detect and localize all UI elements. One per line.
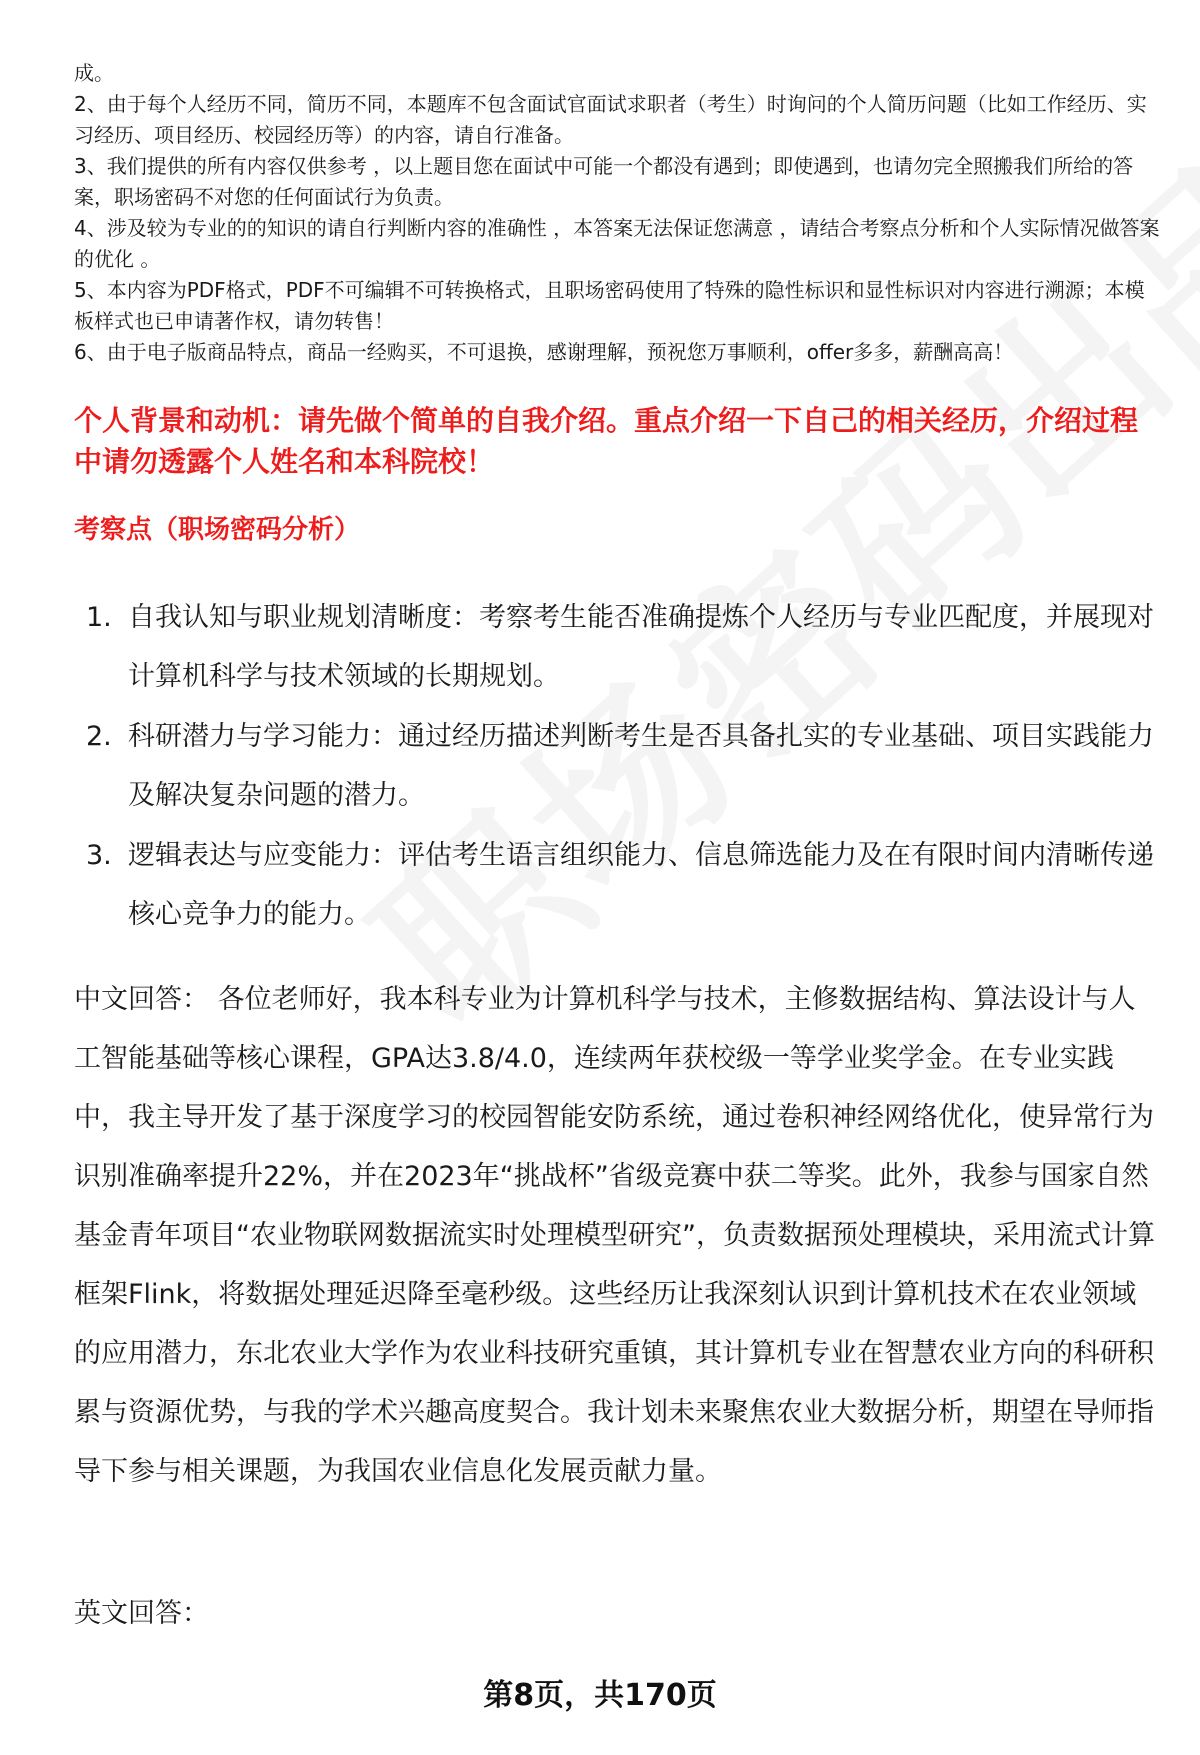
notice-item: 成。: [74, 61, 114, 85]
notice-item: 5、本内容为PDF格式，PDF不可编辑不可转换格式，且职场密码使用了特殊的隐性标识和显性标识对内容进行溯源；本模板样式也已申请著作权，请勿转售！: [74, 278, 1145, 333]
chinese-answer: 中文回答： 各位老师好，我本科专业为计算机科学与技术，主修数据结构、算法设计与人工智能基础等核心课程，GPA达3.8/4.0，连续两年获校级一等学业奖学金。在专业实践中，我主导开发了基于深度学习的校园智能安防系统，通过卷积神经网络优化，使异常行为识别准确率提升22%，并在2023年“挑战杯”省级竞赛中获二等奖。此外，我参与国家自然基金青年项目“农业物联网数据流实时处理模型研究”，负责数据预处理模块，采用流式计算框架Flink，将数据处理延迟降至毫秒级。这些经历让我深刻认识到计算机技术在农业领域的应用潜力，东北农业大学作为农业科技研究重镇，其计算机专业在智慧农业方向的科研积累与资源优势，与我的学术兴趣高度契合。我计划未来聚焦农业大数据分析，期望在导师指导下参与相关课题，为我国农业信息化发展贡献力量。: [74, 984, 1155, 1487]
list-number: 3.: [86, 840, 112, 871]
assessment-points: [86, 588, 1166, 945]
notice-item: 2、由于每个人经历不同，简历不同，本题库不包含面试官面试求职者（考生）时询问的个人简历问题（比如工作经历、实习经历、项目经历、校园经历等）的内容，请自行准备。: [74, 92, 1147, 147]
list-item-text: 自我认知与职业规划清晰度：考察考生能否准确提炼个人经历与专业匹配度，并展现对计算机科学与技术领域的长期规划。: [128, 602, 1154, 692]
notice-item: 4、涉及较为专业的的知识的请自行判断内容的准确性 ，本答案无法保证您满意 ，请结合考察点分析和个人实际情况做答案的优化 。: [74, 216, 1160, 271]
interview-question: 个人背景和动机：请先做个简单的自我介绍。重点介绍一下自己的相关经历，介绍过程中请勿透露个人姓名和本科院校！: [74, 404, 1139, 478]
notice-item: 6、由于电子版商品特点，商品一经购买，不可退换，感谢理解，预祝您万事顺利，offer多多，薪酬高高！: [74, 340, 1014, 364]
list-item-text: 逻辑表达与应变能力：评估考生语言组织能力、信息筛选能力及在有限时间内清晰传递核心竞争力的能力。: [128, 840, 1154, 930]
english-answer-label: 英文回答：: [74, 1598, 209, 1629]
page-number: 第8页，共170页: [483, 1678, 717, 1713]
section-title: 考察点（职场密码分析）: [74, 515, 361, 545]
notice-item: 3、我们提供的所有内容仅供参考 ，以上题目您在面试中可能一个都没有遇到；即使遇到，也请勿完全照搬我们所给的答案，职场密码不对您的任何面试行为负责。: [74, 154, 1134, 209]
list-item: [86, 588, 1166, 706]
list-item: [86, 707, 1166, 825]
list-item: [86, 826, 1166, 944]
notice-list: [74, 58, 1164, 368]
list-number: 1.: [86, 602, 112, 633]
list-number: 2.: [86, 721, 112, 752]
list-item-text: 科研潜力与学习能力：通过经历描述判断考生是否具备扎实的专业基础、项目实践能力及解决复杂问题的潜力。: [128, 721, 1154, 811]
